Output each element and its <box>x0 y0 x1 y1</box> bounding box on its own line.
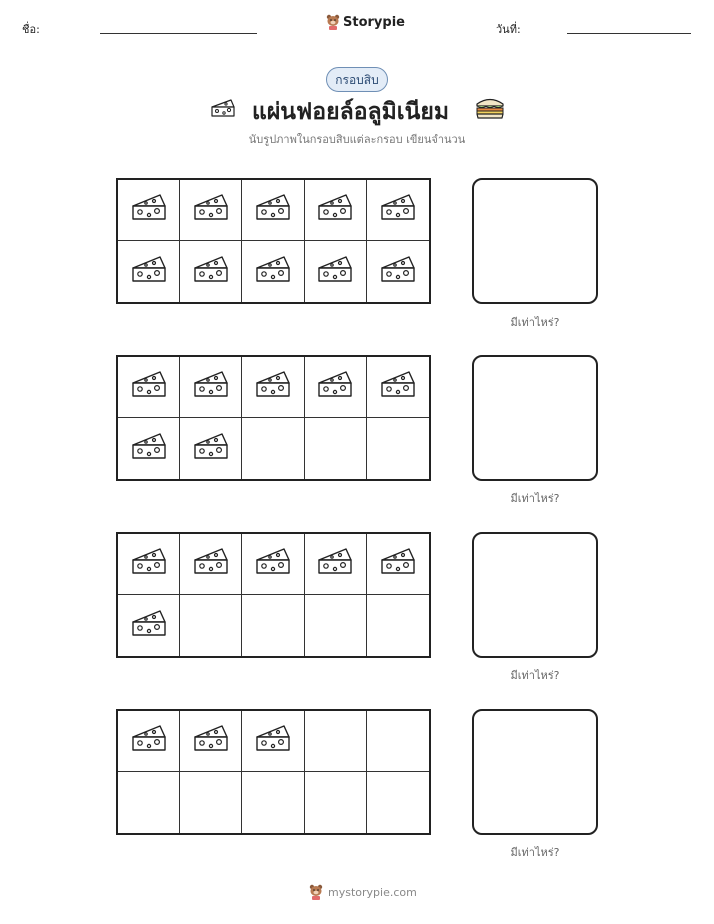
frame-cell <box>118 418 180 479</box>
cheese-icon <box>129 544 169 584</box>
cheese-icon <box>253 544 293 584</box>
cheese-icon <box>253 367 293 407</box>
frame-cell <box>242 357 304 418</box>
frame-cell <box>305 241 367 302</box>
sandwich-icon <box>474 94 506 120</box>
question-label: มีเท่าไหร่? <box>510 492 560 505</box>
cheese-icon <box>253 252 293 292</box>
brand-name: Storypie <box>343 14 405 30</box>
cheese-icon <box>129 252 169 292</box>
date-label: วันที่: <box>496 23 521 36</box>
frame-cell <box>118 180 180 241</box>
frame-cell <box>118 534 180 595</box>
frame-cell <box>180 772 242 833</box>
answer-box[interactable] <box>472 709 598 835</box>
cheese-icon <box>378 252 418 292</box>
frame-cell <box>242 595 304 656</box>
cheese-icon <box>129 606 169 646</box>
frame-cell <box>305 711 367 772</box>
cheese-icon <box>129 190 169 230</box>
frame-cell <box>305 534 367 595</box>
frame-cell <box>118 595 180 656</box>
ten-frame <box>116 709 431 835</box>
cheese-icon <box>191 190 231 230</box>
frame-cell <box>242 534 304 595</box>
frame-cell <box>180 534 242 595</box>
answer-box[interactable] <box>472 532 598 658</box>
frame-cell <box>180 418 242 479</box>
frame-cell <box>305 418 367 479</box>
cheese-icon <box>191 429 231 469</box>
frame-cell <box>242 418 304 479</box>
frame-cell <box>305 595 367 656</box>
ten-frame <box>116 178 431 304</box>
frame-cell <box>367 711 429 772</box>
frame-cell <box>180 357 242 418</box>
frame-cell <box>118 357 180 418</box>
frame-cell <box>180 711 242 772</box>
frame-cell <box>242 711 304 772</box>
answer-box[interactable] <box>472 355 598 481</box>
bear-mascot-icon <box>308 884 324 900</box>
page-title: แผ่นฟอยล์อลูมิเนียม <box>252 99 449 125</box>
frame-cell <box>180 241 242 302</box>
question-label: มีเท่าไหร่? <box>510 846 560 859</box>
cheese-icon <box>315 252 355 292</box>
footer-url: mystorypie.com <box>328 885 417 899</box>
footer <box>308 884 417 900</box>
cheese-icon <box>129 429 169 469</box>
cheese-icon <box>253 190 293 230</box>
frame-cell <box>118 772 180 833</box>
frame-cell <box>305 357 367 418</box>
frame-cell <box>305 180 367 241</box>
frame-cell <box>118 241 180 302</box>
cheese-icon <box>378 190 418 230</box>
cheese-icon <box>129 367 169 407</box>
name-line[interactable] <box>100 33 257 34</box>
frame-cell <box>180 595 242 656</box>
cheese-icon <box>315 544 355 584</box>
answer-box[interactable] <box>472 178 598 304</box>
topic-tag: กรอบสิบ <box>326 67 388 92</box>
frame-cell <box>242 772 304 833</box>
ten-frame <box>116 532 431 658</box>
frame-cell <box>367 241 429 302</box>
cheese-icon <box>209 96 237 120</box>
cheese-icon <box>191 252 231 292</box>
frame-cell <box>367 418 429 479</box>
cheese-icon <box>191 721 231 761</box>
frame-cell <box>305 772 367 833</box>
bear-mascot-icon <box>326 14 340 30</box>
cheese-icon <box>129 721 169 761</box>
name-label: ชื่อ: <box>22 23 40 36</box>
cheese-icon <box>191 367 231 407</box>
frame-cell <box>367 772 429 833</box>
frame-cell <box>367 595 429 656</box>
frame-cell <box>367 180 429 241</box>
instructions: นับรูปภาพในกรอบสิบแต่ละกรอบ เขียนจำนวน <box>248 133 466 146</box>
cheese-icon <box>378 367 418 407</box>
cheese-icon <box>315 190 355 230</box>
frame-cell <box>180 180 242 241</box>
frame-cell <box>118 711 180 772</box>
brand-logo <box>326 14 405 30</box>
cheese-icon <box>253 721 293 761</box>
question-label: มีเท่าไหร่? <box>510 669 560 682</box>
cheese-icon <box>191 544 231 584</box>
question-label: มีเท่าไหร่? <box>510 316 560 329</box>
cheese-icon <box>315 367 355 407</box>
date-line[interactable] <box>567 33 691 34</box>
frame-cell <box>242 180 304 241</box>
cheese-icon <box>378 544 418 584</box>
frame-cell <box>367 534 429 595</box>
ten-frame <box>116 355 431 481</box>
frame-cell <box>367 357 429 418</box>
frame-cell <box>242 241 304 302</box>
